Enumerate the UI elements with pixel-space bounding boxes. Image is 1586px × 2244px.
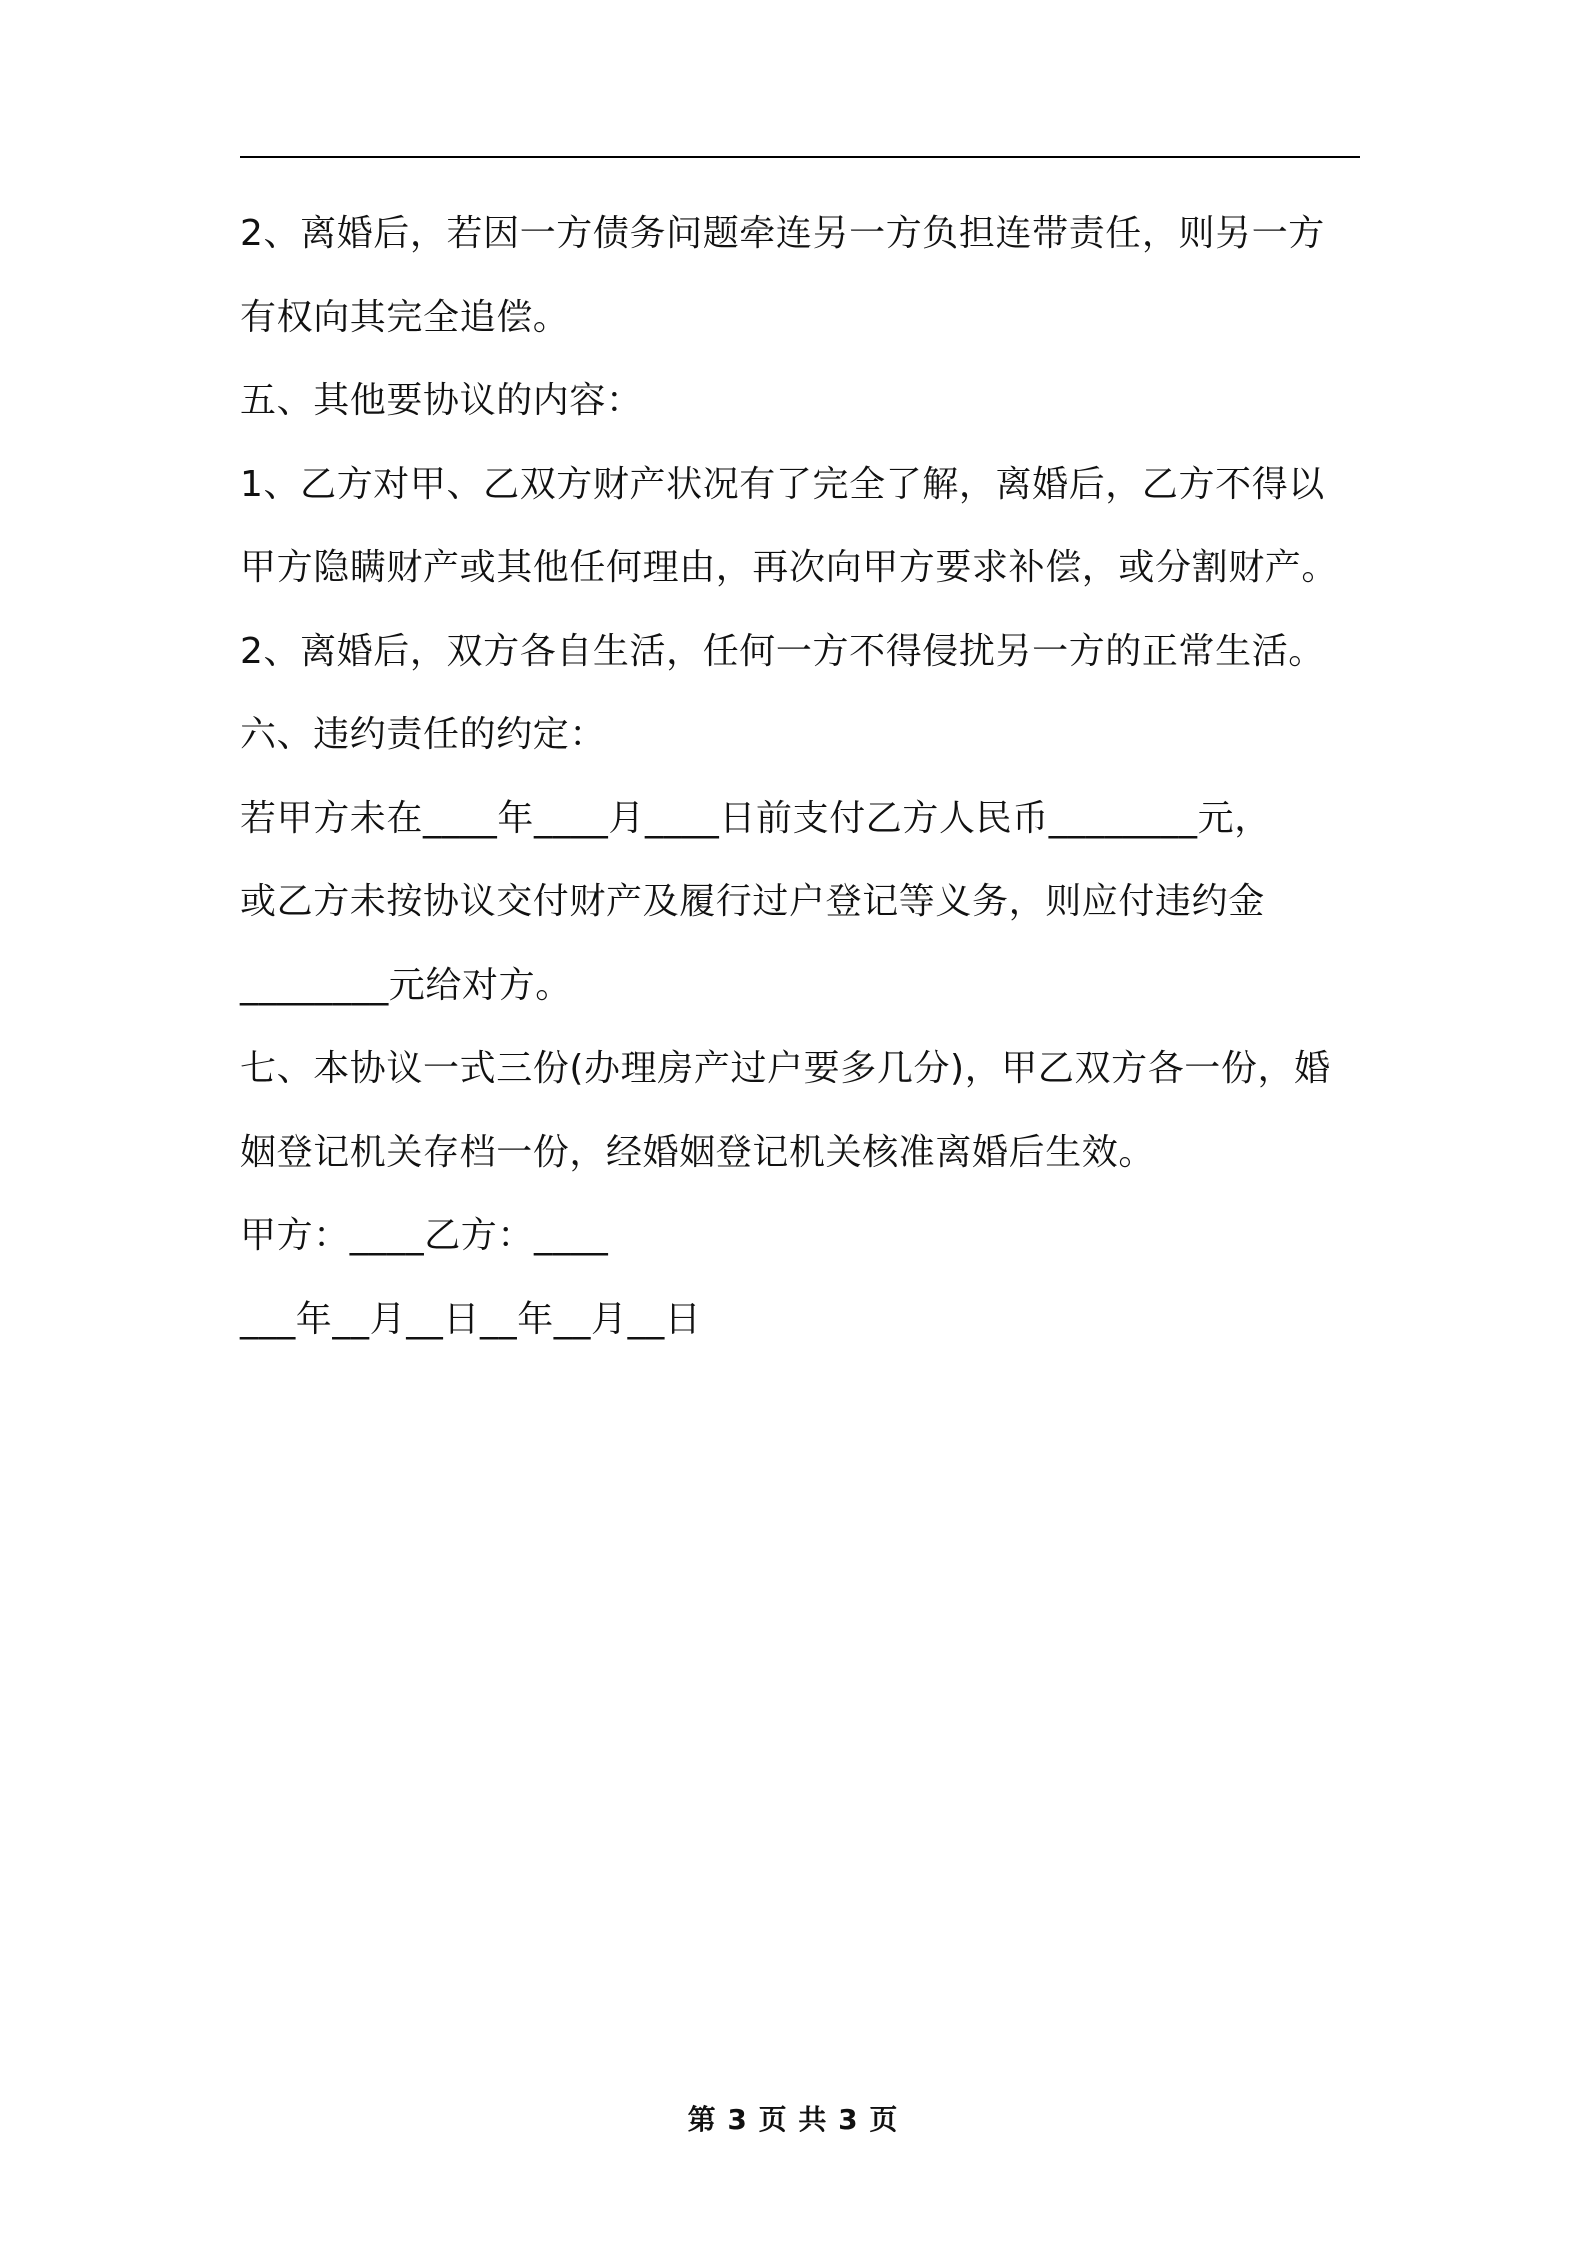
paragraph-line: 1、乙方对甲、乙双方财产状况有了完全了解，离婚后，乙方不得以 (240, 463, 1325, 505)
section-heading: 七、本协议一式三份(办理房产过户要多几分)，甲乙双方各一份，婚 (240, 1048, 1331, 1089)
section-heading: 五、其他要协议的内容： (240, 380, 643, 421)
paragraph-line: 甲方隐瞒财产或其他任何理由，再次向甲方要求补偿，或分割财产。 (240, 547, 1339, 588)
document-body (240, 192, 1370, 1361)
header-rule (240, 156, 1360, 158)
page-number: 第 3 页 共 3 页 (687, 2103, 899, 2136)
paragraph-line: 2、离婚后，若因一方债务问题牵连另一方负担连带责任，则另一方 (240, 213, 1325, 254)
paragraph-line: ________元给对方。 (240, 964, 572, 1006)
signature-line: 甲方：____乙方：____ (240, 1215, 609, 1256)
paragraph-line: 或乙方未按协议交付财产及履行过户登记等义务，则应付违约金 (240, 881, 1265, 922)
paragraph-line: 有权向其完全追偿。 (240, 296, 570, 338)
date-line: ___年__月__日__年__月__日 (240, 1298, 702, 1340)
paragraph-line: 姻登记机关存档一份，经婚姻登记机关核准离婚后生效。 (240, 1131, 1156, 1173)
paragraph-line: 2、离婚后，双方各自生活，任何一方不得侵扰另一方的正常生活。 (240, 630, 1325, 672)
paragraph-line: 若甲方未在____年____月____日前支付乙方人民币________元， (240, 797, 1271, 839)
section-heading: 六、违约责任的约定： (240, 714, 607, 755)
